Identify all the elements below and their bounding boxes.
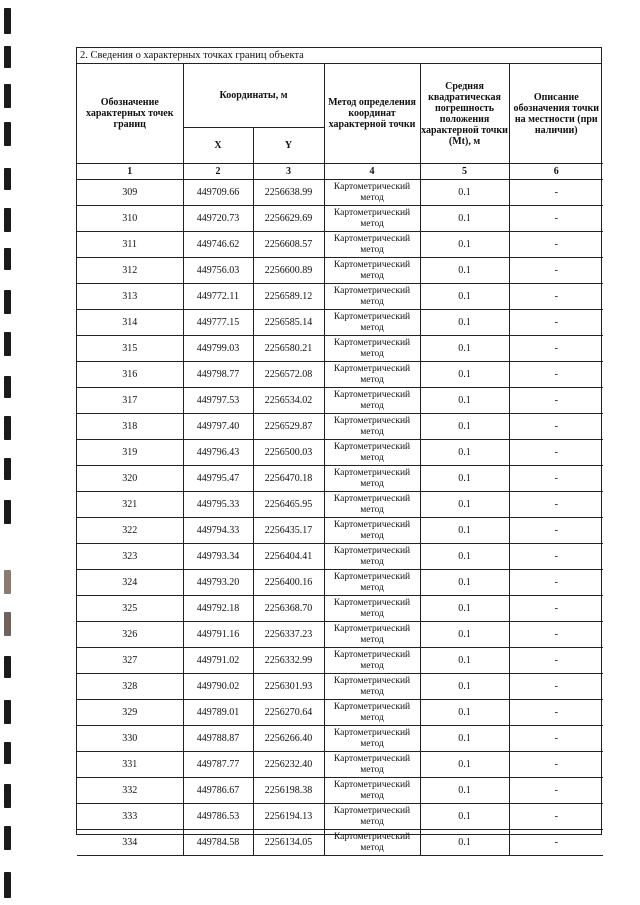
x-coordinate-cell: 449795.33 [183,492,253,518]
x-coordinate-cell: 449789.01 [183,700,253,726]
description-cell: - [509,726,603,752]
table-row [77,440,603,466]
point-id-cell: 311 [77,232,183,258]
section-title: 2. Сведения о характерных точках границ объекта [77,48,601,64]
description-cell: - [509,206,603,232]
y-coordinate-cell: 2256529.87 [253,414,324,440]
method-cell: Картометрический метод [324,778,420,804]
y-coordinate-cell: 2256266.40 [253,726,324,752]
error-cell: 0.1 [420,258,509,284]
table-row [77,336,603,362]
method-cell: Картометрический метод [324,232,420,258]
method-cell: Картометрический метод [324,804,420,830]
error-cell: 0.1 [420,726,509,752]
description-cell: - [509,700,603,726]
method-cell: Картометрический метод [324,414,420,440]
error-cell: 0.1 [420,648,509,674]
table-row [77,830,603,856]
column-number: 4 [324,164,420,180]
x-coordinate-cell: 449777.15 [183,310,253,336]
header-point-label: Обозначение характерных точек границ [77,64,183,164]
method-cell: Картометрический метод [324,752,420,778]
table-row [77,804,603,830]
binding-hole-marks [4,0,18,905]
error-cell: 0.1 [420,518,509,544]
method-cell: Картометрический метод [324,700,420,726]
description-cell: - [509,232,603,258]
description-cell: - [509,622,603,648]
error-cell: 0.1 [420,752,509,778]
error-cell: 0.1 [420,700,509,726]
point-id-cell: 331 [77,752,183,778]
error-cell: 0.1 [420,362,509,388]
x-coordinate-cell: 449746.62 [183,232,253,258]
y-coordinate-cell: 2256572.08 [253,362,324,388]
method-cell: Картометрический метод [324,648,420,674]
method-cell: Картометрический метод [324,544,420,570]
point-id-cell: 330 [77,726,183,752]
x-coordinate-cell: 449797.40 [183,414,253,440]
description-cell: - [509,362,603,388]
x-coordinate-cell: 449796.43 [183,440,253,466]
method-cell: Картометрический метод [324,596,420,622]
error-cell: 0.1 [420,466,509,492]
description-cell: - [509,830,603,856]
error-cell: 0.1 [420,596,509,622]
point-id-cell: 334 [77,830,183,856]
method-cell: Картометрический метод [324,622,420,648]
table-row [77,752,603,778]
x-coordinate-cell: 449793.34 [183,544,253,570]
y-coordinate-cell: 2256301.93 [253,674,324,700]
point-id-cell: 333 [77,804,183,830]
error-cell: 0.1 [420,492,509,518]
table-row [77,414,603,440]
header-error: Средняя квадратическая погрешность положения характерной точки (Mt), м [420,64,509,164]
header-description: Описание обозначения точки на местности (при наличии) [509,64,603,164]
description-cell: - [509,596,603,622]
table-row [77,466,603,492]
column-number: 3 [253,164,324,180]
description-cell: - [509,414,603,440]
point-id-cell: 309 [77,180,183,206]
table-row [77,232,603,258]
method-cell: Картометрический метод [324,284,420,310]
method-cell: Картометрический метод [324,674,420,700]
point-id-cell: 326 [77,622,183,648]
error-cell: 0.1 [420,804,509,830]
description-cell: - [509,440,603,466]
y-coordinate-cell: 2256435.17 [253,518,324,544]
point-id-cell: 320 [77,466,183,492]
method-cell: Картометрический метод [324,570,420,596]
table-row [77,570,603,596]
table-row [77,206,603,232]
method-cell: Картометрический метод [324,726,420,752]
y-coordinate-cell: 2256465.95 [253,492,324,518]
x-coordinate-cell: 449797.53 [183,388,253,414]
boundary-points-section [76,47,602,853]
y-coordinate-cell: 2256270.64 [253,700,324,726]
x-coordinate-cell: 449756.03 [183,258,253,284]
column-number: 1 [77,164,183,180]
point-id-cell: 324 [77,570,183,596]
method-cell: Картометрический метод [324,440,420,466]
error-cell: 0.1 [420,388,509,414]
y-coordinate-cell: 2256585.14 [253,310,324,336]
y-coordinate-cell: 2256134.05 [253,830,324,856]
point-id-cell: 317 [77,388,183,414]
y-coordinate-cell: 2256600.89 [253,258,324,284]
description-cell: - [509,752,603,778]
error-cell: 0.1 [420,206,509,232]
table-row [77,180,603,206]
error-cell: 0.1 [420,336,509,362]
y-coordinate-cell: 2256232.40 [253,752,324,778]
y-coordinate-cell: 2256608.57 [253,232,324,258]
point-id-cell: 312 [77,258,183,284]
description-cell: - [509,310,603,336]
error-cell: 0.1 [420,544,509,570]
y-coordinate-cell: 2256629.69 [253,206,324,232]
table-body [77,180,603,856]
y-coordinate-cell: 2256400.16 [253,570,324,596]
x-coordinate-cell: 449790.02 [183,674,253,700]
method-cell: Картометрический метод [324,466,420,492]
table-row [77,700,603,726]
boundary-points-table [77,64,603,856]
x-coordinate-cell: 449786.67 [183,778,253,804]
description-cell: - [509,388,603,414]
table-row [77,596,603,622]
x-coordinate-cell: 449784.58 [183,830,253,856]
description-cell: - [509,544,603,570]
error-cell: 0.1 [420,440,509,466]
error-cell: 0.1 [420,674,509,700]
description-cell: - [509,466,603,492]
point-id-cell: 313 [77,284,183,310]
description-cell: - [509,492,603,518]
method-cell: Картометрический метод [324,180,420,206]
error-cell: 0.1 [420,180,509,206]
header-x: X [183,128,253,164]
table-row [77,648,603,674]
point-id-cell: 315 [77,336,183,362]
column-number: 6 [509,164,603,180]
table-row [77,388,603,414]
x-coordinate-cell: 449793.20 [183,570,253,596]
table-row [77,518,603,544]
x-coordinate-cell: 449788.87 [183,726,253,752]
description-cell: - [509,336,603,362]
table-row [77,544,603,570]
description-cell: - [509,674,603,700]
x-coordinate-cell: 449791.16 [183,622,253,648]
description-cell: - [509,180,603,206]
description-cell: - [509,804,603,830]
description-cell: - [509,518,603,544]
table-row [77,310,603,336]
method-cell: Картометрический метод [324,310,420,336]
point-id-cell: 332 [77,778,183,804]
table-row [77,674,603,700]
x-coordinate-cell: 449798.77 [183,362,253,388]
method-cell: Картометрический метод [324,258,420,284]
table-row [77,362,603,388]
y-coordinate-cell: 2256589.12 [253,284,324,310]
column-number: 5 [420,164,509,180]
description-cell: - [509,648,603,674]
y-coordinate-cell: 2256198.38 [253,778,324,804]
description-cell: - [509,570,603,596]
y-coordinate-cell: 2256580.21 [253,336,324,362]
x-coordinate-cell: 449792.18 [183,596,253,622]
error-cell: 0.1 [420,284,509,310]
method-cell: Картометрический метод [324,336,420,362]
point-id-cell: 314 [77,310,183,336]
header-method: Метод определения координат характерной точки [324,64,420,164]
table-row [77,726,603,752]
method-cell: Картометрический метод [324,492,420,518]
description-cell: - [509,284,603,310]
y-coordinate-cell: 2256534.02 [253,388,324,414]
x-coordinate-cell: 449720.73 [183,206,253,232]
error-cell: 0.1 [420,778,509,804]
column-number: 2 [183,164,253,180]
error-cell: 0.1 [420,830,509,856]
method-cell: Картометрический метод [324,518,420,544]
header-y: Y [253,128,324,164]
y-coordinate-cell: 2256332.99 [253,648,324,674]
method-cell: Картометрический метод [324,830,420,856]
point-id-cell: 323 [77,544,183,570]
table-row [77,622,603,648]
x-coordinate-cell: 449794.33 [183,518,253,544]
error-cell: 0.1 [420,570,509,596]
x-coordinate-cell: 449791.02 [183,648,253,674]
description-cell: - [509,778,603,804]
y-coordinate-cell: 2256638.99 [253,180,324,206]
method-cell: Картометрический метод [324,362,420,388]
y-coordinate-cell: 2256500.03 [253,440,324,466]
point-id-cell: 325 [77,596,183,622]
y-coordinate-cell: 2256337.23 [253,622,324,648]
point-id-cell: 321 [77,492,183,518]
error-cell: 0.1 [420,622,509,648]
x-coordinate-cell: 449772.11 [183,284,253,310]
header-coordinates: Координаты, м [183,64,324,128]
y-coordinate-cell: 2256470.18 [253,466,324,492]
x-coordinate-cell: 449795.47 [183,466,253,492]
point-id-cell: 329 [77,700,183,726]
point-id-cell: 310 [77,206,183,232]
description-cell: - [509,258,603,284]
method-cell: Картометрический метод [324,388,420,414]
y-coordinate-cell: 2256404.41 [253,544,324,570]
table-row [77,284,603,310]
x-coordinate-cell: 449799.03 [183,336,253,362]
method-cell: Картометрический метод [324,206,420,232]
x-coordinate-cell: 449786.53 [183,804,253,830]
error-cell: 0.1 [420,414,509,440]
point-id-cell: 328 [77,674,183,700]
error-cell: 0.1 [420,310,509,336]
point-id-cell: 316 [77,362,183,388]
y-coordinate-cell: 2256194.13 [253,804,324,830]
point-id-cell: 319 [77,440,183,466]
point-id-cell: 322 [77,518,183,544]
x-coordinate-cell: 449709.66 [183,180,253,206]
point-id-cell: 318 [77,414,183,440]
x-coordinate-cell: 449787.77 [183,752,253,778]
y-coordinate-cell: 2256368.70 [253,596,324,622]
error-cell: 0.1 [420,232,509,258]
table-row [77,778,603,804]
point-id-cell: 327 [77,648,183,674]
table-row [77,492,603,518]
table-row [77,258,603,284]
